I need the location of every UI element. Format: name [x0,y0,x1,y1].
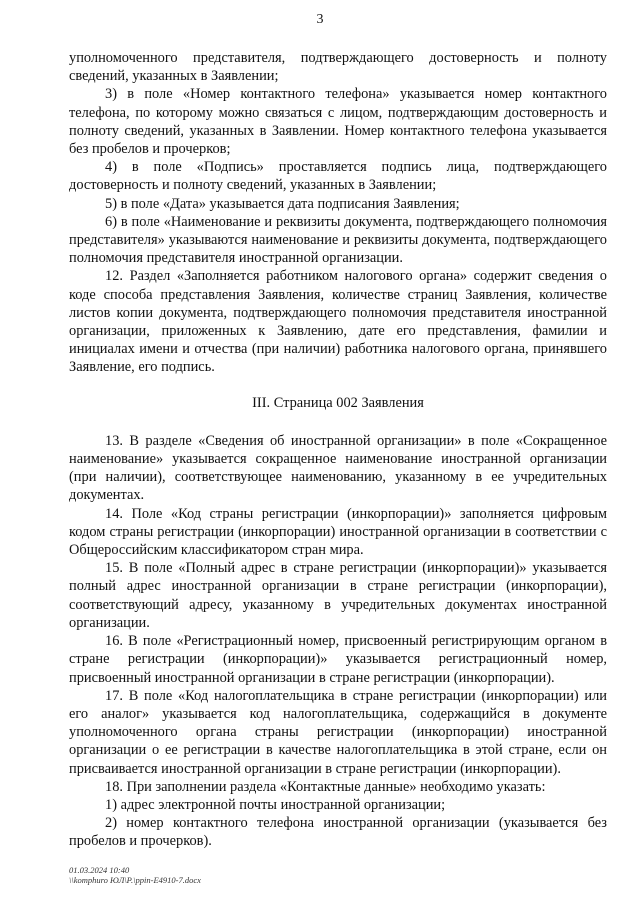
page-number: 3 [316,12,324,27]
document-footer [69,865,201,885]
section-title: III. Страница 002 Заявления [252,394,424,411]
paragraph: 13. В разделе «Сведения об иностранной организации» в поле «Сокращенное наименование» указывается сокращенное наименование иностранной организации (при наличии), соответствующее наименованию, указанному в ее учредительных документах. [69,432,607,504]
paragraph: 18. При заполнении раздела «Контактные данные» необходимо указать: [105,778,546,795]
footer-timestamp: 01.03.2024 10:40 [69,865,130,875]
paragraph: 6) в поле «Наименование и реквизиты документа, подтверждающего полномочия представителя» указываются наименование и реквизиты документа, подтверждающего полномочия представителя иностранной организации. [69,213,607,267]
paragraph: уполномоченного представителя, подтверждающего достоверность и полноту сведений, указанных в Заявлении; [69,50,607,85]
paragraph: 16. В поле «Регистрационный номер, присвоенный регистрирующим органом в стране регистрации (инкорпорации)» указывается регистрационный номер, присвоенный иностранной организации в стране регистрации (инкорпорации). [69,633,607,686]
paragraph: 4) в поле «Подпись» проставляется подпись лица, подтверждающего достоверность и полноту сведений, указанных в Заявлении; [69,159,607,194]
footer-file-path: \\komphuro ЮЛ\Р.\ppin-E4910-7.docx [69,875,201,885]
document-body [69,49,607,851]
paragraph: 3) в поле «Номер контактного телефона» указывается номер контактного телефона, по которому можно связаться с лицом, подтверждающим достоверность и полноту сведений, указанных в Заявлении. Номер контактного телефона указывается без пробелов и прочерков; [69,86,607,158]
paragraphs-before-section [69,49,607,377]
paragraph: 14. Поле «Код страны регистрации (инкорпорации)» заполняется цифровым кодом страны регистрации (инкорпорации) иностранной организации в соответствии с Общероссийским классификатором стран мира. [69,505,607,559]
paragraph: 15. В поле «Полный адрес в стране регистрации (инкорпорации)» указывается полный адрес иностранной организации в стране регистрации (инкорпорации), соответствующий адресу, указанному в учредительных документах иностранной организации. [69,560,607,631]
paragraphs-after-section [69,432,607,851]
paragraph: 2) номер контактного телефона иностранной организации (указывается без пробелов и прочерков). [69,815,607,850]
paragraph: 17. В поле «Код налогоплательщика в стране регистрации (инкорпорации) или его аналог» указывается код налогоплательщика, содержащийся в документе уполномоченного органа страны регистрации (инкорпорации) иностранной организации о ее регистрации в качестве налогоплательщика в этой стране, если он присваивается иностранной организации в стране регистрации (инкорпорации). [69,687,607,777]
paragraph: 12. Раздел «Заполняется работником налогового органа» содержит сведения о коде способа представления Заявления, количестве страниц Заявления, количестве листов копии документа, подтверждающего полномочия представителя иностранной организации, приложенных к Заявлению, дате его представления, фамилии и инициалах имени и отчества (при наличии) работника налогового органа, принявшего Заявление, его подпись. [69,268,607,376]
paragraph: 1) адрес электронной почты иностранной организации; [105,796,446,813]
paragraph: 5) в поле «Дата» указывается дата подписания Заявления; [105,195,460,212]
